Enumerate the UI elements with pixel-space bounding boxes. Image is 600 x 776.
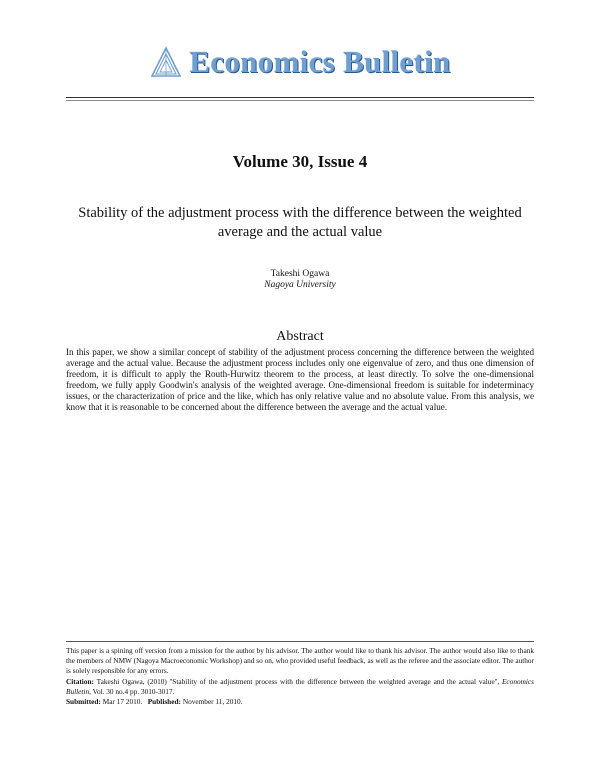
acknowledgement-note: This paper is a spining off version from a mission for the author by his advisor. The author would like to thank his advisor. The author would also like to thank the members of NMW (Nagoya Macroeconomic Workshop) and so on, who provided useful feedback, as well as the referee and the associate editor. The author is solely responsible for any errors.	[66, 646, 534, 676]
published-label: Published:	[147, 697, 181, 707]
author-affiliation: Nagoya University	[264, 280, 336, 290]
submitted-label: Submitted:	[66, 697, 101, 707]
journal-masthead	[0, 40, 600, 84]
citation-journal: Economics Bulletin	[66, 676, 534, 696]
author-name: Takeshi Ogawa	[270, 269, 330, 279]
volume-issue: Volume 30, Issue 4	[232, 152, 368, 171]
footnote-block	[66, 646, 534, 707]
submitted-date: Mar 17 2010.	[102, 697, 143, 707]
citation-label: Citation:	[66, 676, 94, 686]
journal-name: Economics Bulletin	[189, 44, 451, 79]
citation-line	[66, 677, 534, 697]
published-date: November 11, 2010.	[182, 697, 243, 707]
header-divider	[66, 97, 534, 101]
paper-title: Stability of the adjustment process with the difference between the weighted average and the actual value	[78, 205, 522, 240]
citation-text: Takeshi Ogawa, (2010) ''Stability of the adjustment process with the difference between the weighted average and the actual value'',	[96, 676, 500, 686]
dates-line	[66, 697, 534, 707]
triangle-logo-icon	[149, 45, 183, 79]
citation-details: , Vol. 30 no.4 pp. 3010-3017.	[89, 686, 175, 696]
abstract-heading: Abstract	[276, 329, 324, 344]
abstract-text: In this paper, we show a similar concept of stability of the adjustment process concerning the difference between the weighted average and the actual value. Because the adjustment process includes only one eigenvalue of zero, and thus one dimension of freedom, it is difficult to apply the Routh-Hurwitz theorem to the process, at least directly. To solve the one-dimensional freedom, we fully apply Goodwin's analysis of the weighted average. One-dimensional freedom is suitable for indeterminacy issues, or the characterization of price and the like, which has only relative value and no absolute value. From this analysis, we know that it is reasonable to be concerned about the difference between the average and the actual value.	[66, 347, 534, 413]
footnote-divider	[66, 641, 534, 642]
